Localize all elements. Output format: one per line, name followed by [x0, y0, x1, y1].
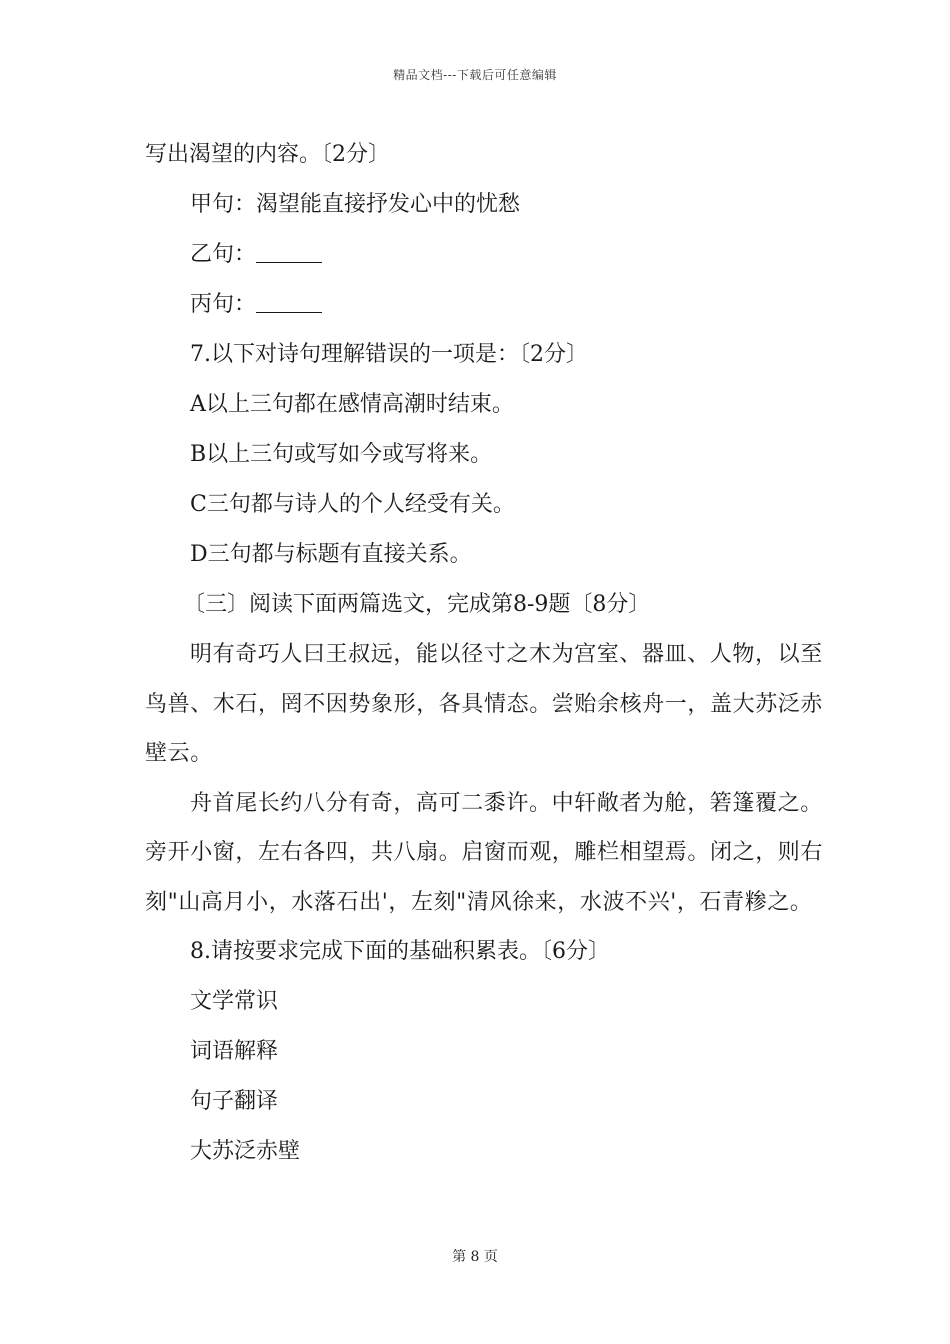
option-b: B以上三句或写如今或写将来。 [190, 442, 493, 467]
answer-label-yi: 乙句： [190, 242, 257, 267]
table-row-dasu: 大苏泛赤壁 [190, 1139, 301, 1164]
answer-line-yi [145, 230, 825, 280]
answer-line-bing [145, 280, 825, 330]
answer-label-bing: 丙句： [190, 292, 257, 317]
passage-paragraph-1: 明有奇巧人曰王叔远，能以径寸之木为宫室、器皿、人物，以至鸟兽、木石，罔不因势象形，各具情态。尝贻余核舟一，盖大苏泛赤壁云。 [145, 642, 824, 766]
option-c: C三句都与诗人的个人经受有关。 [190, 492, 515, 517]
question-8-title: 8.请按要求完成下面的基础积累表。〔6分〕 [190, 939, 610, 964]
answer-line-jia: 甲句：渴望能直接抒发心中的忧愁 [190, 192, 521, 217]
page-content [145, 130, 825, 1177]
table-row-translation: 句子翻译 [190, 1089, 279, 1114]
fill-in-blank-bing[interactable] [256, 290, 322, 313]
option-a: A以上三句都在感情高潮时结束。 [190, 392, 514, 417]
table-row-vocabulary: 词语解释 [190, 1039, 279, 1064]
question-7-title: 7.以下对诗句理解错误的一项是：〔2分〕 [190, 342, 588, 367]
fill-in-blank-yi[interactable] [256, 240, 322, 263]
passage-paragraph-2: 舟首尾长约八分有奇，高可二黍许。中轩敞者为舱，箬篷覆之。旁开小窗，左右各四，共八扇。启窗而观，雕栏相望焉。闭之，则右刻"山高月小，水落石出'，左刻"清风徐来，水波不兴'，石青糁之。 [145, 790, 824, 915]
page-number: 第 8 页 [452, 1249, 498, 1265]
option-d: D三句都与标题有直接关系。 [190, 542, 472, 567]
section-three-heading: 〔三〕阅读下面两篇选文，完成第8-9题〔8分〕 [183, 592, 651, 617]
table-row-literature: 文学常识 [190, 989, 279, 1014]
question-7-prompt-end: 写出渴望的内容。〔2分〕 [145, 142, 390, 167]
page-header: 精品文档---下载后可任意编辑 [393, 68, 557, 82]
